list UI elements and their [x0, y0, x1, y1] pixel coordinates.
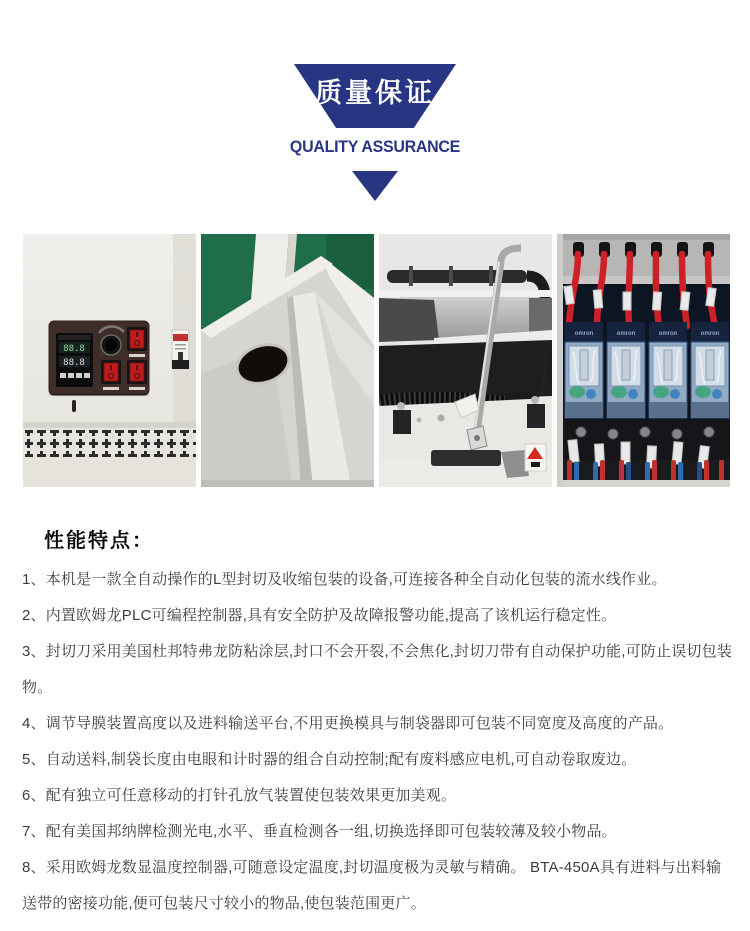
feature-item-4: 4、调节导膜装置高度以及进料输送平台,不用更换模具与制袋器即可包装不同宽度及高度的产品。 [22, 715, 674, 732]
feature-item-5: 5、自动送料,制袋长度由电眼和计时器的组合自动控制;配有废料感应电机,可自动卷取废边。 [22, 751, 637, 768]
banner-subtitle: QUALITY ASSURANCE [289, 137, 461, 156]
features-section [22, 528, 734, 922]
photo-relay-wiring [557, 234, 730, 487]
photo-control-panel [23, 234, 196, 487]
feature-item-1: 1、本机是一款全自动操作的L型封切及收缩包装的设备,可连接各种全自动化包装的流水线作业。 [22, 571, 667, 588]
conveyor-illustration [379, 234, 552, 487]
feature-item-6: 6、配有独立可任意移动的打针孔放气装置使包装效果更加美观。 [22, 787, 457, 804]
feature-item-2: 2、内置欧姆龙PLC可编程控制器,具有安全防护及故障报警功能,提高了该机运行稳定性。 [22, 607, 617, 624]
down-arrow-icon [352, 171, 398, 201]
photo-frame-corner [201, 234, 374, 487]
relay-wiring-illustration [557, 234, 730, 487]
photo-conveyor-detail [379, 234, 552, 487]
svg-text:88.8: 88.8 [63, 344, 85, 354]
feature-item-7: 7、配有美国邦纳牌检测光电,水平、垂直检测各一组,切换选择即可包装较薄及较小物品。 [22, 823, 617, 840]
feature-item-8: 8、采用欧姆龙数显温度控制器,可随意设定温度,封切温度极为灵敏与精确。 BTA-450A具有进料与出料输送带的密接功能,便可包装尺寸较小的物品,使包装范围更广。 [22, 859, 722, 912]
circuit-breaker [172, 330, 189, 369]
product-photo-row [23, 234, 730, 487]
svg-text:88.8: 88.8 [63, 358, 85, 368]
frame-corner-illustration [201, 234, 374, 487]
control-panel-illustration [23, 234, 196, 487]
banner-title: 质量保证 [315, 78, 435, 108]
feature-item-3: 3、封切刀采用美国杜邦特弗龙防粘涂层,封口不会开裂,不会焦化,封切刀带有自动保护功能,可防止误切包装物。 [22, 643, 733, 696]
features-heading: 性能特点： [44, 530, 154, 552]
warning-label [525, 444, 546, 471]
